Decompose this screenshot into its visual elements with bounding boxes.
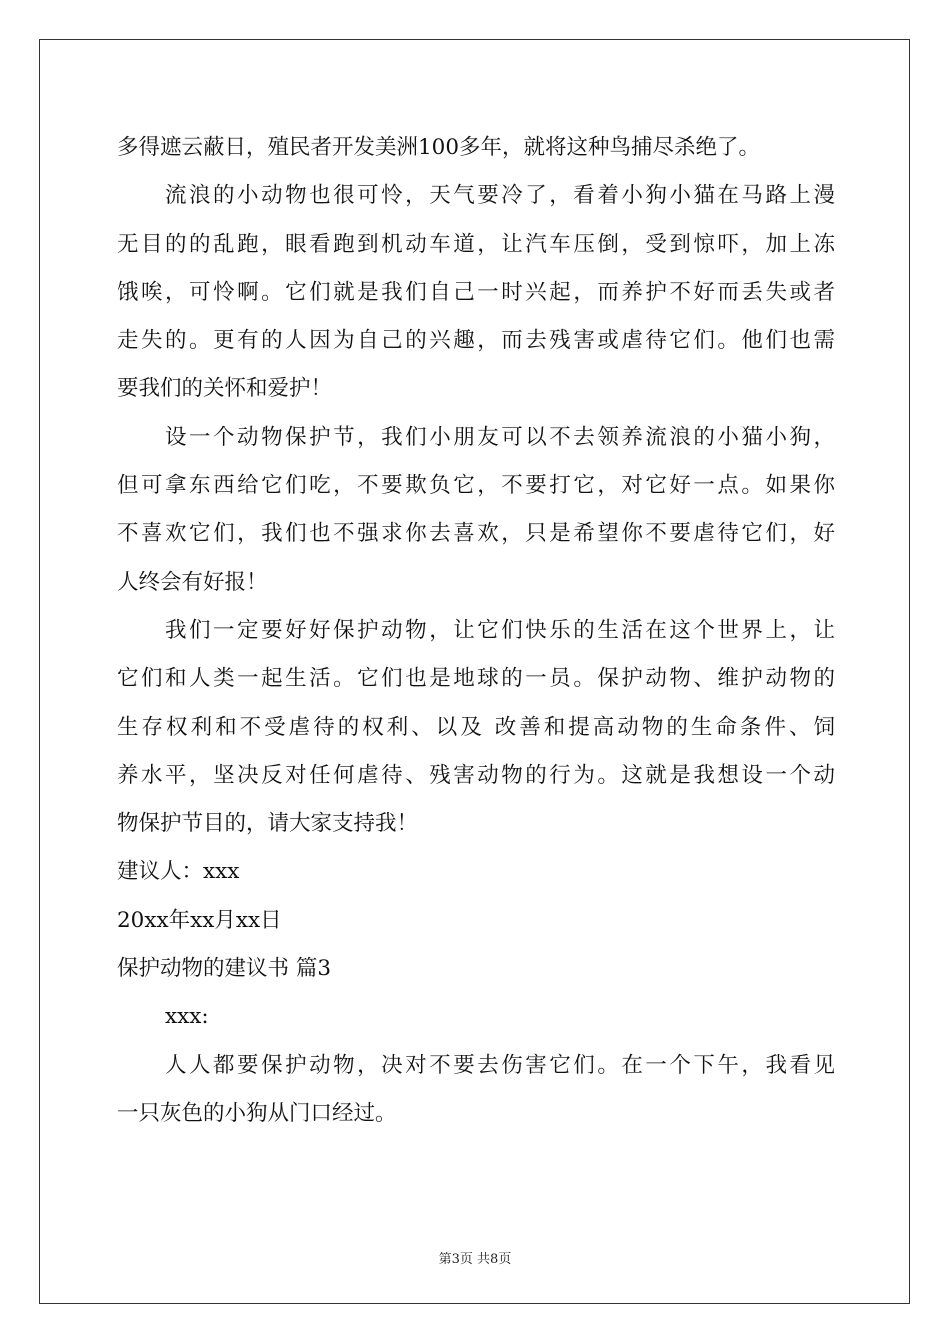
text-line: 物保护节目的，请大家支持我！ (117, 811, 419, 837)
text-line: 它们和人类一起生活。它们也是地球的一员。保护动物、维护动物的 (117, 666, 835, 692)
text-line: 我们一定要好好保护动物，让它们快乐的生活在这个世界上，让 (165, 617, 835, 643)
text-line: 无目的的乱跑，眼看跑到机动车道，让汽车压倒，受到惊吓，加上冻 (117, 231, 835, 257)
text-line: 养水平，坚决反对任何虐待、残害动物的行为。这就是我想设一个动 (117, 762, 835, 788)
text-line: 饿唉，可怜啊。它们就是我们自己一时兴起，而养护不好而丢失或者 (117, 279, 835, 305)
text-line: 走失的。更有的人因为自己的兴趣，而去残害或虐待它们。他们也需 (117, 328, 835, 354)
date-line: 20xx年xx月xx日 (117, 907, 282, 933)
text-line: 流浪的小动物也很可怜，天气要冷了，看着小狗小猫在马路上漫 (165, 183, 835, 209)
text-line: 设一个动物保护节，我们小朋友可以不去领养流浪的小猫小狗， (165, 424, 835, 450)
text-line: 但可拿东西给它们吃，不要欺负它，不要打它，对它好一点。如果你 (117, 473, 835, 499)
document-body (117, 124, 835, 1138)
signature-line: 建议人：xxx (117, 859, 240, 885)
text-line: 人人都要保护动物，决对不要去伤害它们。在一个下午，我看见 (165, 1052, 835, 1078)
text-line: 要我们的关怀和爱护！ (117, 376, 333, 402)
salutation: xxx: (165, 1004, 209, 1030)
text-line: 生存权利和不受虐待的权利、以及 改善和提高动物的生命条件、饲 (117, 714, 835, 740)
text-line: 不喜欢它们，我们也不强求你去喜欢，只是希望你不要虐待它们，好 (117, 521, 835, 547)
section-heading: 保护动物的建议书 篇3 (117, 956, 332, 982)
text-line: 多得遮云蔽日，殖民者开发美洲100多年，就将这种鸟捕尽杀绝了。 (117, 135, 761, 160)
page-number-footer: 第3页 共8页 (438, 1252, 512, 1267)
text-line: 人终会有好报！ (117, 569, 268, 595)
text-line: 一只灰色的小狗从门口经过。 (117, 1100, 397, 1126)
